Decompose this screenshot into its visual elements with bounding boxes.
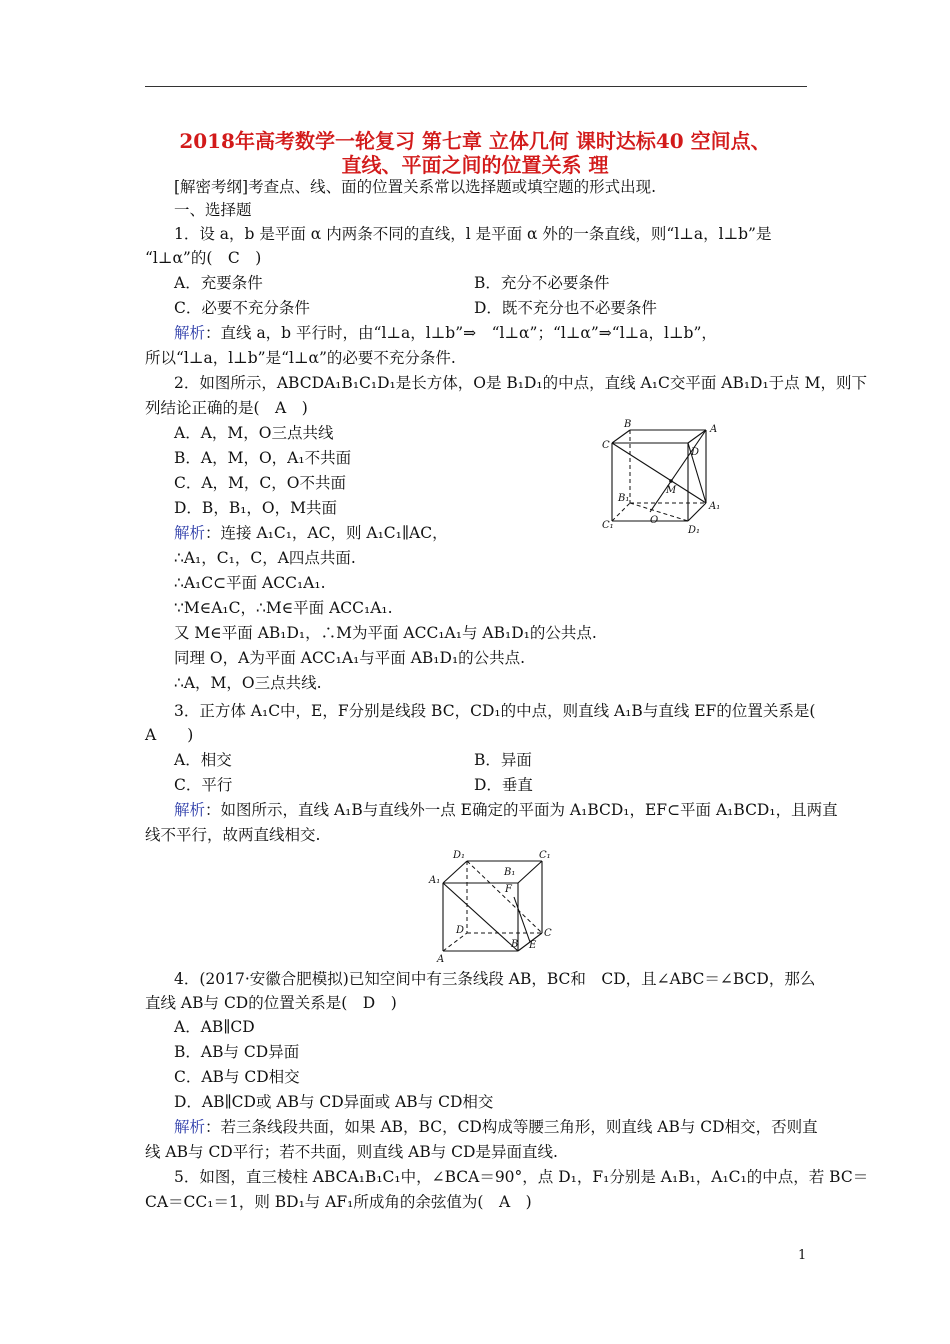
q2-analysis-line-1 [174, 523, 448, 543]
fig2-label-c1: C₁ [602, 520, 614, 531]
q5-stem-line-2: CA＝CC₁＝1，则 BD₁与 AF₁所成角的余弦值为( A ) [145, 1193, 532, 1211]
fig3-label-f: F [505, 884, 512, 895]
q2-stem-line-2: 列结论正确的是( A ) [145, 399, 308, 417]
q2-analysis-line-7: ∴A，M，O三点共线. [174, 674, 322, 692]
fig3-label-b1: B₁ [504, 867, 516, 878]
analysis-label: 解析 [174, 1118, 206, 1136]
q2-option-d: D．B，B₁，O，M共面 [174, 499, 338, 517]
q2-option-c: C．A，M，C，O不共面 [174, 474, 346, 492]
intro-text: [解密考纲]考查点、线、面的位置关系常以选择题或填空题的形式出现. [174, 178, 657, 196]
q1-analysis-line-1 [174, 323, 717, 343]
q1-stem-line-1: 1．设 a，b 是平面 α 内两条不同的直线，l 是平面 α 外的一条直线，则“l⊥a，l⊥b”是 [174, 225, 772, 243]
q2-option-b: B．A，M，O，A₁不共面 [174, 449, 352, 467]
page-number: 1 [798, 1248, 807, 1263]
analysis-label: 解析 [174, 324, 206, 342]
q3-cube-figure [425, 847, 560, 969]
q1-option-c: C．必要不充分条件 [174, 299, 310, 317]
fig2-label-a: A [710, 424, 718, 435]
q3-stem-line-1: 3．正方体 A₁C中，E，F分别是线段 BC，CD₁的中点，则直线 A₁B与直线 EF的位置关系是( [174, 702, 816, 720]
fig2-label-b1: B₁ [618, 493, 630, 504]
q4-analysis-line-2: 线 AB与 CD平行；若不共面，则直线 AB与 CD是异面直线. [145, 1143, 558, 1161]
q3-option-a: A．相交 [174, 751, 232, 769]
q3-option-d: D．垂直 [474, 776, 533, 794]
fig3-label-d: D [456, 925, 465, 936]
q4-stem-line-2: 直线 AB与 CD的位置关系是( D ) [145, 994, 397, 1012]
q4-analysis-text: ：若三条线段共面，如果 AB，BC，CD构成等腰三角形，则直线 AB与 CD相交，否则直 [205, 1118, 818, 1136]
q3-stem-line-2: A ) [145, 726, 194, 744]
q2-analysis-line-3: ∴A₁C⊂平面 ACC₁A₁. [174, 574, 326, 592]
q2-analysis-line-2: ∴A₁，C₁，C，A四点共面. [174, 549, 356, 567]
q1-option-a: A．充要条件 [174, 274, 263, 292]
q2-option-a: A．A，M，O三点共线 [174, 424, 334, 442]
title-line-2: 直线、平面之间的位置关系 理 [341, 153, 609, 177]
q2-analysis-line-4: ∵M∈A₁C，∴M∈平面 ACC₁A₁. [174, 599, 393, 617]
q3-analysis-line-1 [174, 800, 838, 820]
fig2-label-d1: D₁ [688, 525, 701, 536]
q1-analysis-line-2: 所以“l⊥a，l⊥b”是“l⊥α”的必要不充分条件. [145, 349, 456, 367]
analysis-label: 解析 [174, 524, 206, 542]
q1-stem-line-2: “l⊥α”的( C ) [145, 249, 262, 267]
q2-stem-line-1: 2．如图所示，ABCDA₁B₁C₁D₁是长方体，O是 B₁D₁的中点，直线 A₁C交平面 AB₁D₁于点 M，则下 [174, 374, 867, 392]
q2-cuboid-figure [598, 415, 728, 544]
q2-analysis-line-6: 同理 O，A为平面 ACC₁A₁与平面 AB₁D₁的公共点. [174, 649, 526, 667]
q3-option-c: C．平行 [174, 776, 233, 794]
q4-option-c: C．AB与 CD相交 [174, 1068, 300, 1086]
fig2-label-a1: A₁ [709, 501, 721, 512]
q1-option-b: B．充分不必要条件 [474, 274, 610, 292]
fig3-label-c: C [544, 928, 552, 939]
q3-option-b: B．异面 [474, 751, 532, 769]
q3-analysis-text: ：如图所示，直线 A₁B与直线外一点 E确定的平面为 A₁BCD₁，EF⊂平面 A₁BCD₁，且两直 [205, 801, 838, 819]
fig2-label-c: C [602, 440, 610, 451]
fig3-label-c1: C₁ [539, 850, 551, 861]
q5-stem-line-1: 5．如图，直三棱柱 ABCA₁B₁C₁中，∠BCA＝90°，点 D₁，F₁分别是 A₁B₁，A₁C₁的中点，若 BC＝ [174, 1168, 869, 1186]
q1-option-d: D．既不充分也不必要条件 [474, 299, 657, 317]
title-line-1: 2018年高考数学一轮复习 第七章 立体几何 课时达标40 空间点、 [179, 129, 771, 153]
fig2-label-b: B [624, 419, 632, 430]
header-rule [145, 86, 807, 87]
q1-analysis-text: ：直线 a，b 平行时，由“l⊥a，l⊥b”⇒ “l⊥α”；“l⊥α”⇒“l⊥a，l⊥b”， [205, 324, 717, 342]
q4-option-d: D．AB∥CD或 AB与 CD异面或 AB与 CD相交 [174, 1093, 494, 1111]
q4-option-a: A．AB∥CD [174, 1018, 255, 1036]
q3-analysis-line-2: 线不平行，故两直线相交. [145, 826, 321, 844]
q2-analysis-line-5: 又 M∈平面 AB₁D₁，∴M为平面 ACC₁A₁与 AB₁D₁的公共点. [174, 624, 597, 642]
q2-analysis-text: ：连接 A₁C₁，AC，则 A₁C₁∥AC， [205, 524, 448, 542]
fig3-label-d1: D₁ [453, 850, 466, 861]
fig2-label-o: O [650, 515, 659, 526]
q4-analysis-line-1 [174, 1117, 818, 1137]
q4-option-b: B．AB与 CD异面 [174, 1043, 300, 1061]
fig3-label-e: E [529, 940, 537, 951]
fig2-label-d: D [691, 447, 700, 458]
analysis-label: 解析 [174, 801, 206, 819]
section-heading: 一、选择题 [174, 201, 252, 219]
fig2-label-m: M [666, 485, 677, 496]
fig3-label-a1: A₁ [429, 875, 441, 886]
fig3-label-b: B [511, 939, 519, 950]
q4-stem-line-1: 4．(2017·安徽合肥模拟)已知空间中有三条线段 AB，BC和 CD，且∠ABC＝∠BCD，那么 [174, 970, 816, 988]
fig3-label-a: A [437, 954, 445, 965]
